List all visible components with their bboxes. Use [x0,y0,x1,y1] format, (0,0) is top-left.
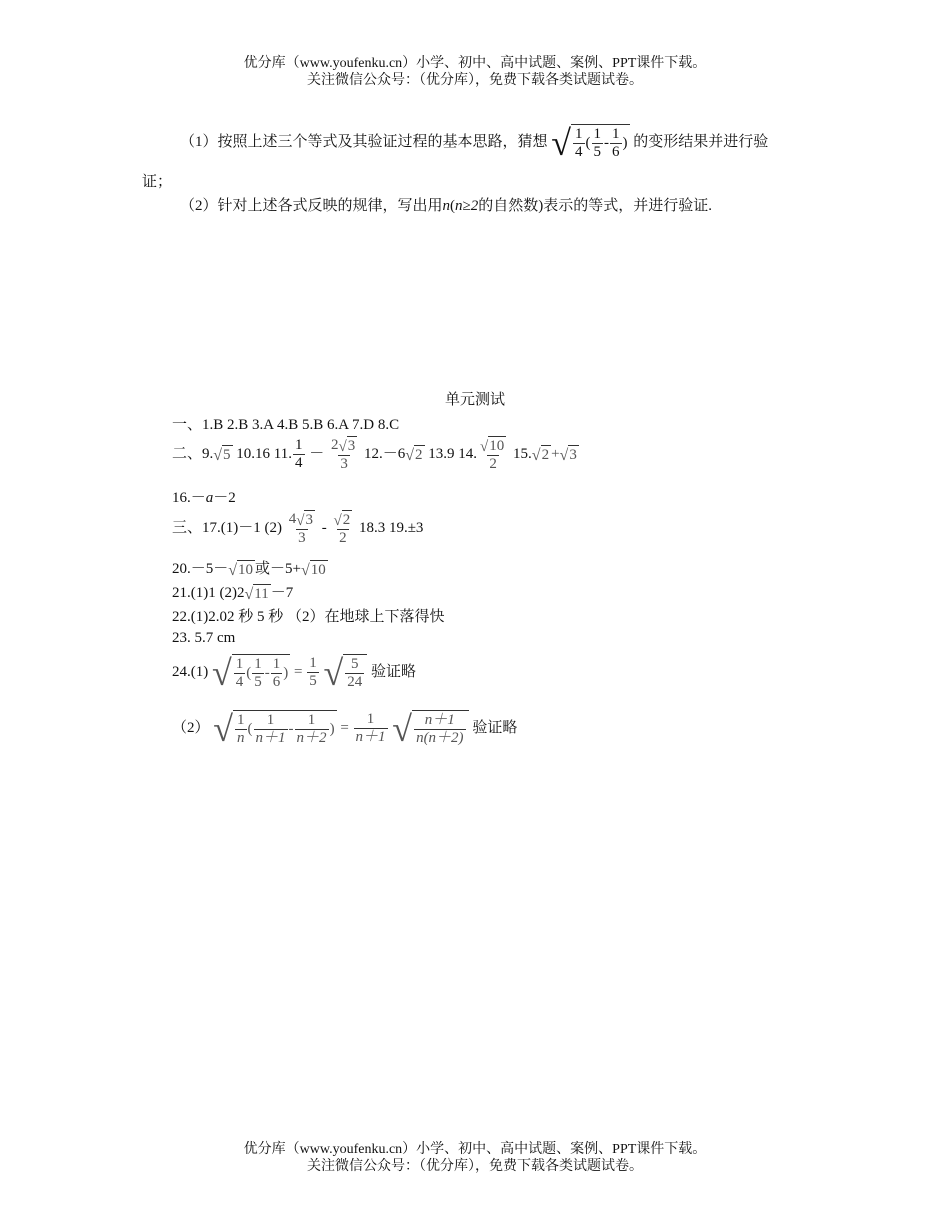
answer-row-1: 一、1.B 2.B 3.A 4.B 5.B 6.A 7.D 8.C [172,417,400,433]
header-line-1: 优分库（www.youfenku.cn）小学、初中、高中试题、案例、PPT课件下载。 [243,56,707,71]
header-line-2: 关注微信公众号：（优分库），免费下载各类试题试卷。 [307,73,643,88]
answer-row-9: 24.(1) √ $\frac{1}{4}$ ( $\frac{1}{5}$ - $\frac{1}{6}$ ) = $\frac{1}{5}$ √ $\frac{5}{24}$ 验证略 [172,653,417,693]
page-footer [0,1141,950,1175]
question-1-suffix: 的变形结果并进行验 [633,133,769,150]
question-1-prefix: （1）按照上述三个等式及其验证过程的基本思路，猜想 [180,133,548,150]
answer-row-4: 三、17.(1)－1 (2) 4 √ 3 3 - √ 2 2 18.3 19.±3 [172,510,424,546]
footer-line-2: 关注微信公众号：（优分库），免费下载各类试题试卷。 [307,1159,643,1174]
answer-row-3: 16.－a－2 [172,490,236,506]
radical-expression: √ $\frac{1}{4}$ ( $\frac{1}{5}$ - $\frac{1}{6}$ ) [551,123,628,163]
answer-row-6: 21.(1)1 (2)2 √ 11 －7 [172,585,294,604]
answers-title: 单元测试 [444,392,505,408]
answer-row-2: 二、9. √ 5 10.16 11. $\frac{1}{4}$ － 2 √ 3 3 12.－6 √ 2 13.9 14. √ 10 2 15. √ 2 + √ 3 [172,436,577,472]
question-1 [180,124,768,161]
answer-row-7: 22.(1)2.02 秒 5 秒 （2）在地球上下落得快 [172,609,445,625]
answer-row-10: （2） √ $\frac{1}{n}$ ( $\frac{1}{n+1}$ - $\frac{1}{n+2}$ ) = $\frac{1}{n+1}$ √ $\frac{n+1}{n(n+2)}$ 验证略 [172,709,518,749]
question-2: （2）针对上述各式反映的规律，写出用n(n≥2的自然数)表示的等式，并进行验证. [180,198,712,214]
answer-row-8: 23. 5.7 cm [172,630,236,646]
footer-line-1: 优分库（www.youfenku.cn）小学、初中、高中试题、案例、PPT课件下载。 [243,1142,707,1157]
answer-row-5: 20.－5－ √ 10 或－5+ √ 10 [172,561,326,580]
page-header [0,55,950,89]
question-1-wrap: 证； [142,174,173,190]
